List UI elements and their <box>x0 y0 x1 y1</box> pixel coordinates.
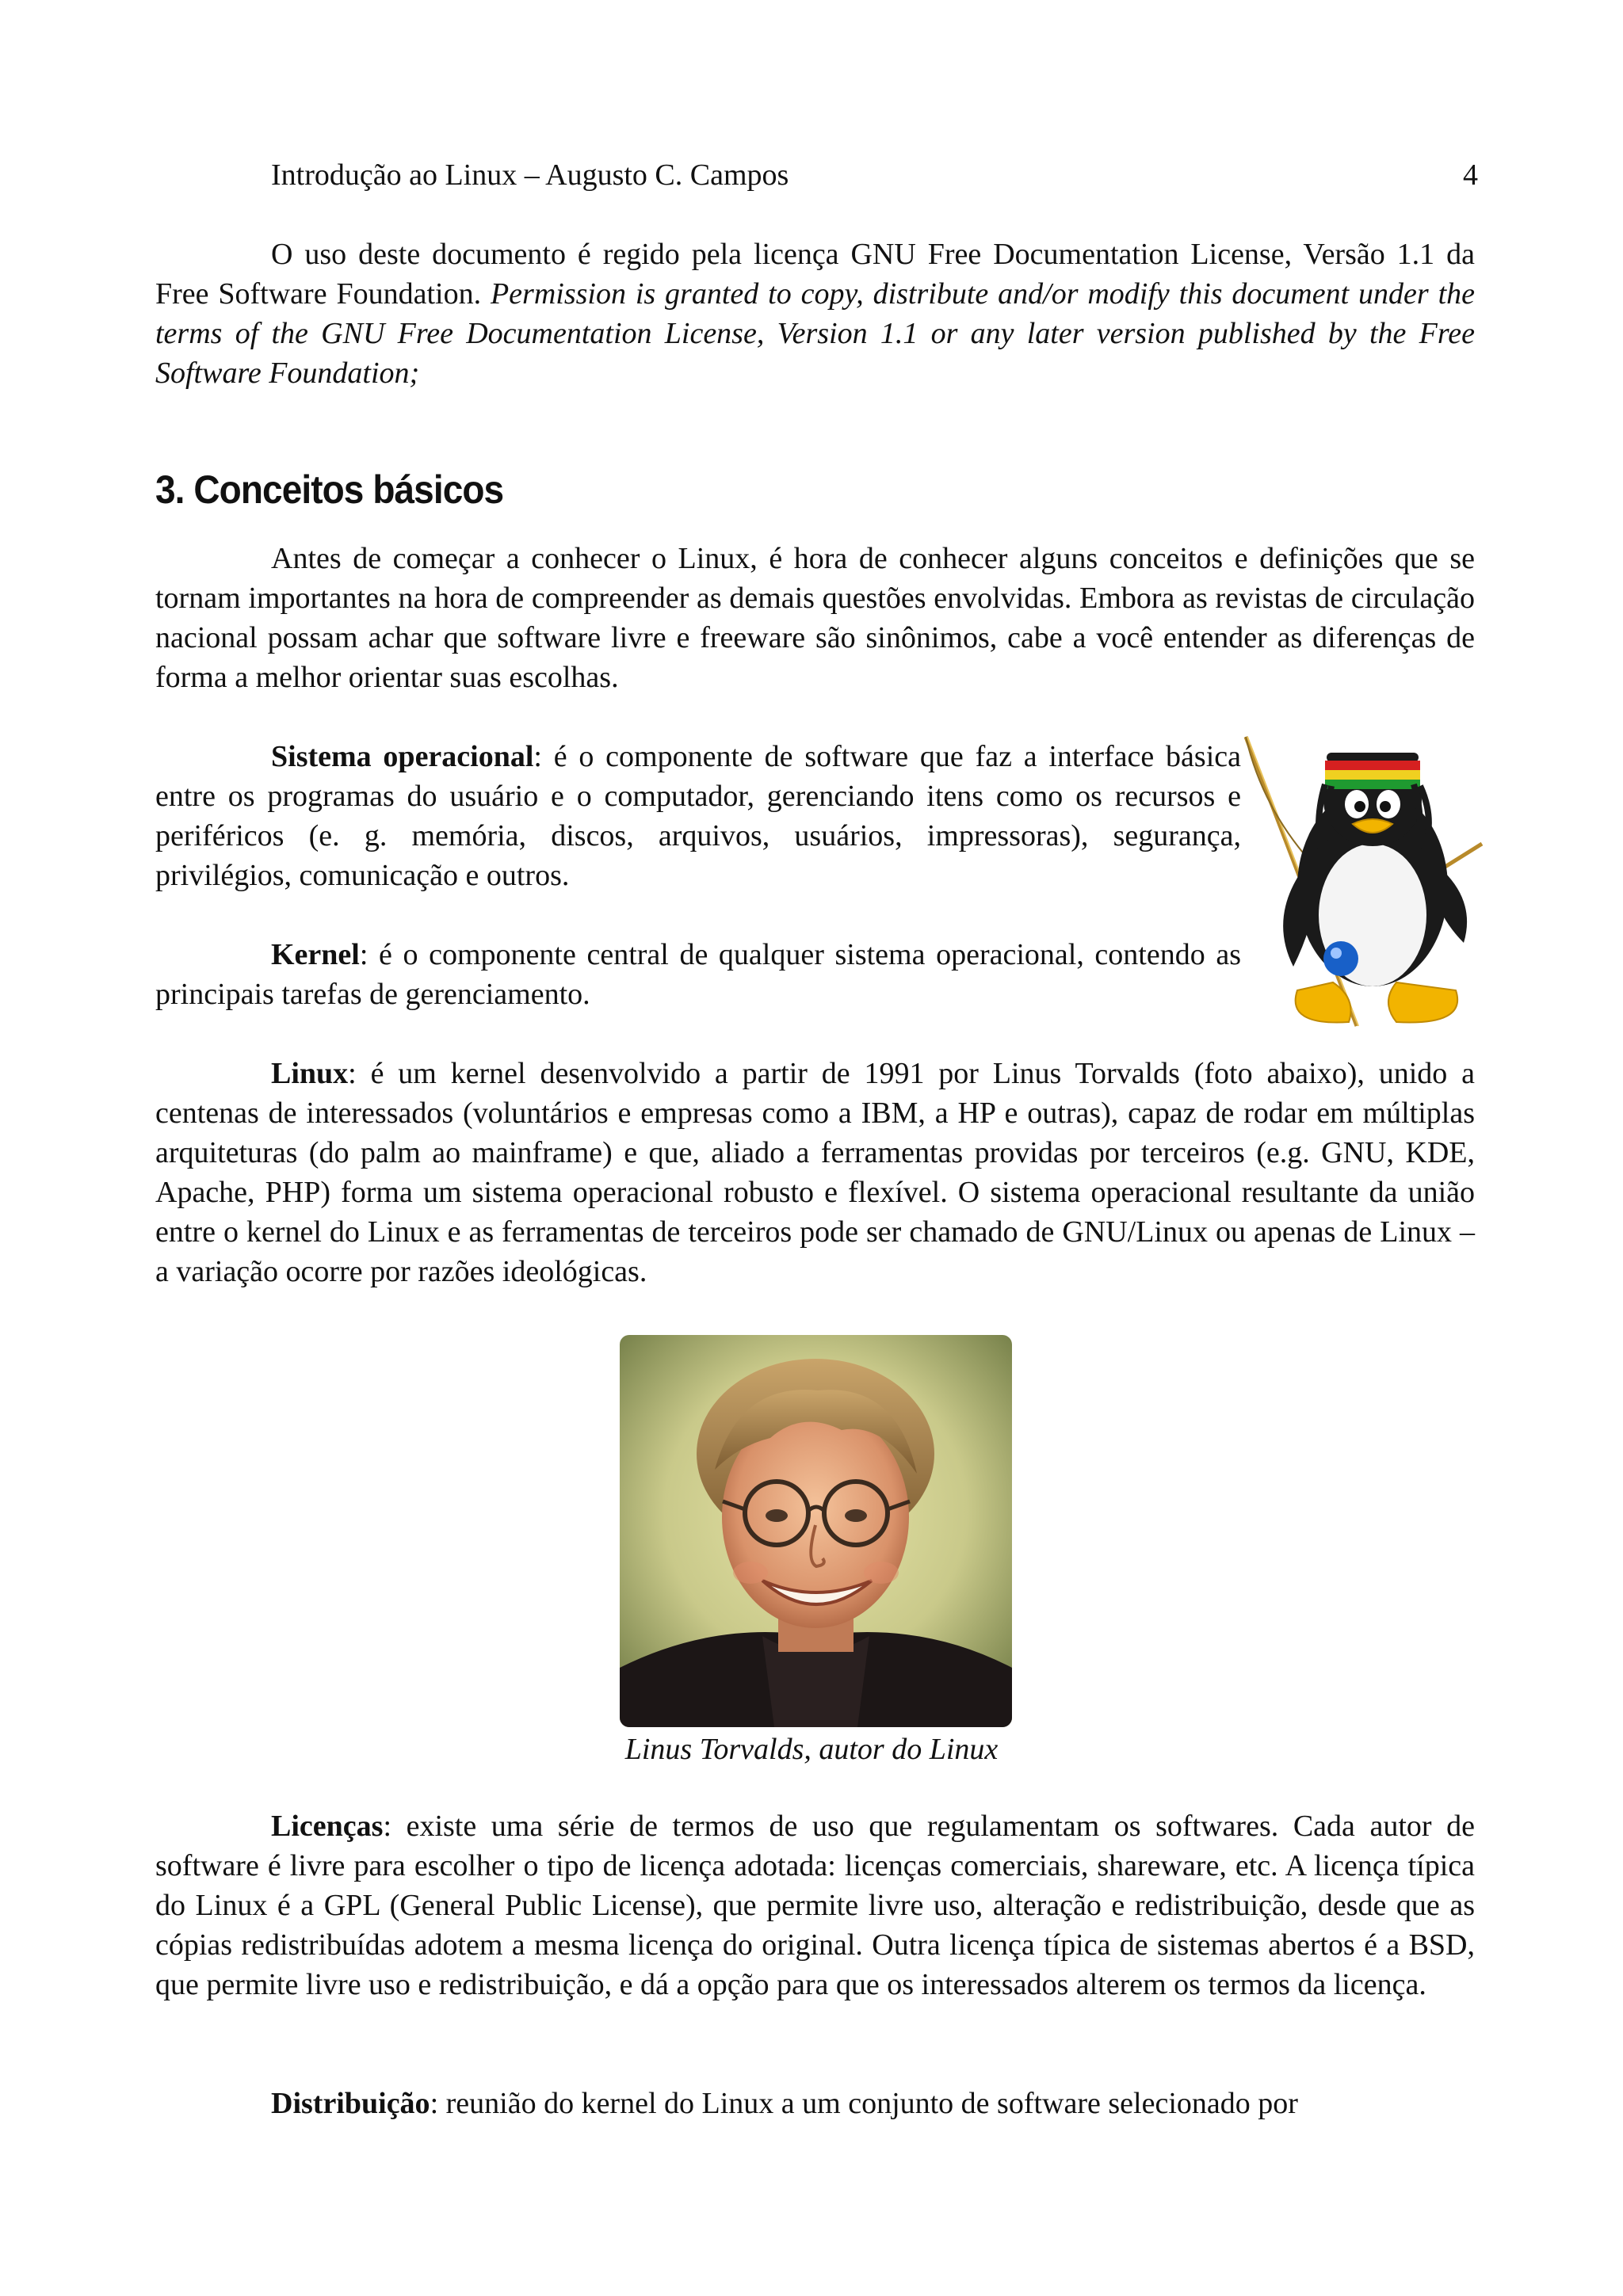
definition-distribuicao <box>155 2084 1475 2123</box>
license-text: O uso deste documento é regido pela licença GNU Free Documentation License, Versão 1.1 da Free Software Foundation. <box>155 238 1475 311</box>
definition-text: : é o componente central de qualquer sistema operacional, contendo as principais tarefas de gerenciamento. <box>155 938 1241 1011</box>
definition-text: : é o componente de software que faz a interface básica entre os programas do usuário e o computador, gerenciando itens como os recursos e periféricos (e. g. memória, discos, arquivos, usuários, impressoras), segurança, privilégios, comunicação e outros. <box>155 740 1241 892</box>
definition-linux <box>155 1054 1475 1291</box>
license-notice <box>155 235 1475 393</box>
definition-text: : existe uma série de termos de uso que regulamentam os softwares. Cada autor de software é livre para escolher o tipo de licença adotada: licenças comerciais, shareware, etc. A licença típica do Linux é a GPL (General Public License), que permite livre uso, alteração e redistribuição, desde que as cópias redistribuídas adotem a mesma licença do original. Outra licença típica de sistemas abertos é a BSD, que permite livre uso e redistribuição, e dá a opção para que os interessados alterem os termos da licença. <box>155 1810 1475 2001</box>
definition-text: : é um kernel desenvolvido a partir de 1991 por Linus Torvalds (foto abaixo), unido a centenas de interessados (voluntários e empresas como a IBM, a HP e outras), capaz de rodar em múltiplas arquiteturas (do palm ao mainframe) e que, aliado a ferramentas providas por terceiros (e.g. GNU, KDE, Apache, PHP) forma um sistema operacional robusto e flexível. O sistema operacional resultante da união entre o kernel do Linux e as ferramentas de terceiros pode ser chamado de GNU/Linux ou apenas de Linux – a variação ocorre por razões ideológicas. <box>155 1057 1475 1288</box>
photo-caption: Linus Torvalds, autor do Linux <box>624 1733 999 1766</box>
portrait-photo <box>620 1335 1012 1727</box>
license-italic-text: Permission is granted to copy, distribute and/or modify this document under the terms of the GNU Free Documentation License, Version 1.1 or any later version published by the Free Software Foundation; <box>155 277 1475 390</box>
definition-kernel <box>155 935 1241 1014</box>
section-heading: 3. Conceitos básicos <box>155 467 504 512</box>
definition-term: Sistema operacional <box>271 740 534 773</box>
page-number: 4 <box>1463 158 1478 192</box>
header-title: Introdução ao Linux – Augusto C. Campos <box>271 158 789 192</box>
definition-term: Kernel <box>271 938 360 971</box>
intro-paragraph: Antes de começar a conhecer o Linux, é hora de conhecer alguns conceitos e definições que se tornam importantes na hora de compreender as demais questões envolvidas. Embora as revistas de circulação nacional possam achar que software livre e freeware são sinônimos, cabe a você entender as diferenças de forma a melhor orientar suas escolhas. <box>155 542 1475 694</box>
running-header <box>271 155 1478 195</box>
definition-term: Linux <box>271 1057 349 1090</box>
definition-term: Distribuição <box>271 2087 430 2120</box>
definition-text: : reunião do kernel do Linux a um conjunto de software selecionado por <box>430 2087 1298 2120</box>
definition-term: Licenças <box>271 1810 384 1843</box>
definition-licencas <box>155 1806 1475 2004</box>
definition-sistema-operacional <box>155 737 1241 895</box>
tux-penguin-icon <box>1238 729 1484 1030</box>
